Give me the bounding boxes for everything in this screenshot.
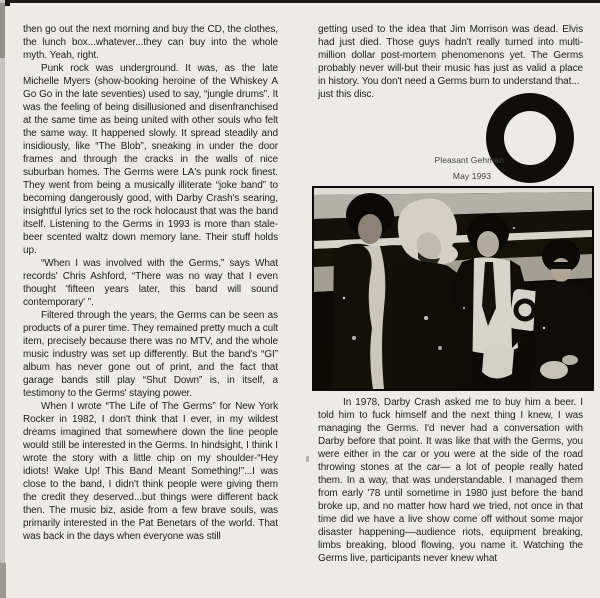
credit-date: May 1993 — [452, 171, 492, 181]
scan-edge-left — [0, 0, 5, 598]
scan-edge-left-top — [0, 3, 5, 58]
paragraph: then go out the next morning and buy the CD, the clothes, the lunch box...whatever...they can buy into the whole myth. Yeah, right. — [23, 24, 278, 61]
paragraph: “When I was involved with the Germs,” says What records' Chris Ashford, “There was no way that I even thought 'fifteen years later, this band will sound contemporary' ”. — [23, 258, 278, 308]
left-column-text — [23, 23, 278, 543]
band-photo — [312, 186, 594, 391]
paragraph: Filtered through the years, the Germs can be seen as products of a purer time. They remained pretty much a cult item, precisely because there was no MTV, and the whole music industry was set up differently. But the band's “GI” album has never gone out of print, and the fact that garage bands still play “Shut Down” is, in itself, a testimony to the Germs' staying power. — [23, 310, 278, 399]
band-photo-illustration — [314, 188, 592, 389]
paragraph: Punk rock was underground. It was, as the late Michelle Myers (show-booking heroine of the Whiskey A Go Go in the late seventies) used to say, “jungle drums”. It was the feeling of being disillusioned and disenfranchised at the same time as being united with other souls who felt the same way. It happened slowly. It spread steadily and insidiously, like “The Blob”, sneaking in under the door frames and through the cracks in the walls of nice suburban homes. The Germs were LA's punk rock finest. They went from being a musically illiterate “joke band” to becoming dangerously good, with Darby Crash's searing, insightful lyrics set to the rock holocaust that was the band itself. Listening to the Germs in 1993 is more than stale-beer scented waltz down memory lane. Their stuff holds up. — [23, 63, 278, 256]
germs-circle-logo-icon — [486, 93, 574, 183]
paragraph: In 1978, Darby Crash asked me to buy him a beer. I told him to fuck himself and the next thing I knew, I was managing the Germs. I'd never had a conversation with Darby before that point. It was like that with the Germs, you were either in the car or you were at the side of the road throwing stones at the car— a lot of people really hated them. In a way, that was understandable. I managed them from early '78 until sometime in 1980 just before the band broke up, and no matter how hard we tried, not once in that time did we have a live show come off without some major disaster happening––audience riots, equipment breaking, limbs breaking, blood flowing, you name it. Watching the Germs live, participants never knew what — [318, 397, 583, 564]
scan-speck — [306, 456, 309, 462]
scan-edge-left-bottom — [0, 563, 6, 598]
right-column-bottom-text — [318, 396, 583, 565]
paragraph: getting used to the idea that Jim Morrison was dead. Elvis had just died. Those guys hadn't really turned into multi-million dollar post-mortem phenomenons yet. The Germs probably never will-but their music has just as valid a place in history. You don't need a Germs burn to understand that... — [318, 24, 583, 87]
author-credit: Pleasant Gehman — [434, 155, 504, 165]
paragraph: When I wrote “The Life of The Germs” for New York Rocker in 1982, I don't think that I ever, in my wildest dreams imagined that somewhere down the line people would still be interested in the Germs. In hindsight, I think I wrote the story with a little chip on my shoulder-“Hey idiots! Wake Up! This Band Meant Something!”...I was close to the band, I didn't think people were giving them the credit they deserved...but things were different back then. The music biz, aside from a few brave souls, was primarily interested in the Pat Benetars of the world. That was back in the days when everyone was still — [23, 401, 278, 542]
scan-edge-top — [0, 0, 600, 3]
paragraph: just this disc. — [318, 89, 375, 100]
